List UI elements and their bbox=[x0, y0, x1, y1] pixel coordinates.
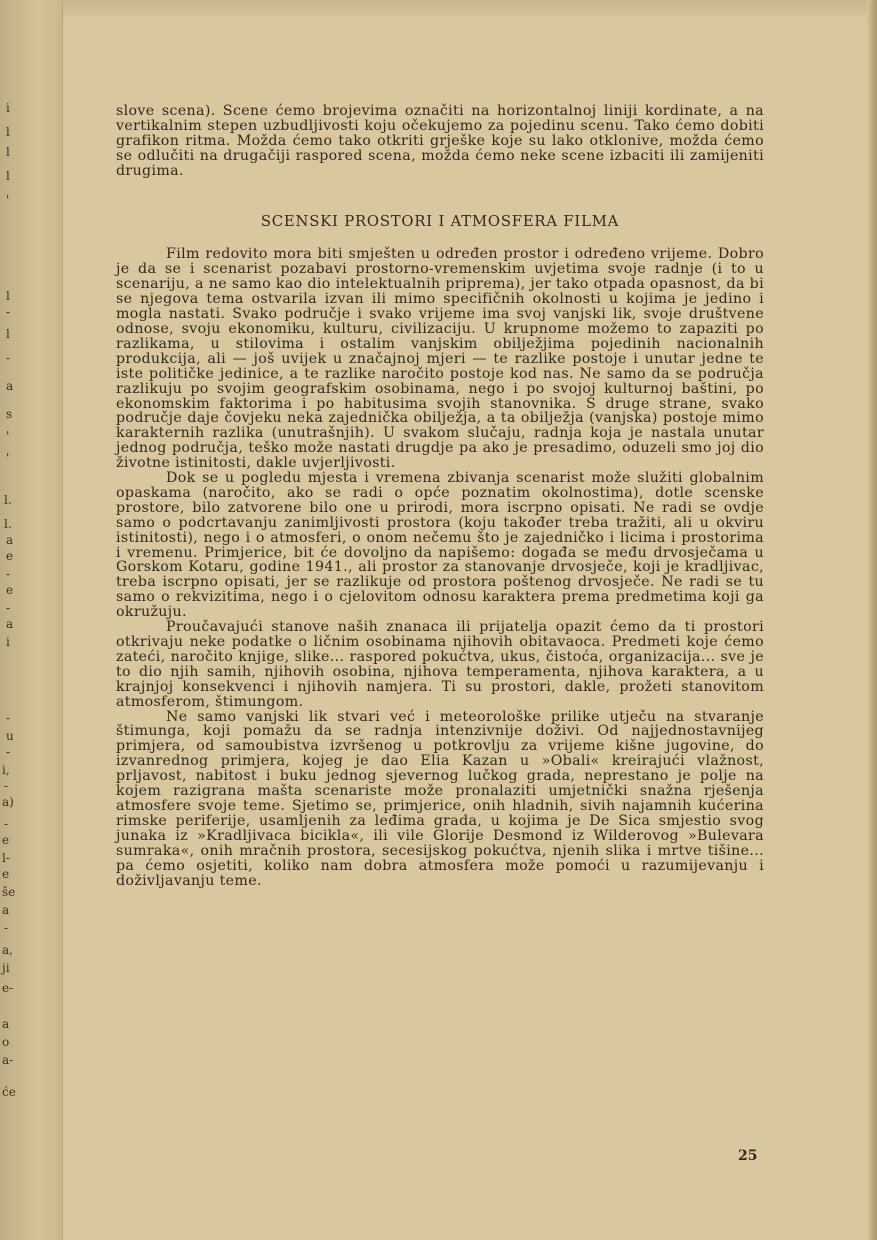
paragraph: Dok se u pogledu mjesta i vremena zbivanja scenarist može služiti globalnim opaskama (naročito, ako se radi o opće poznatim okolnostima), dotle scenske prostore, bilo zatvorene bilo one u prirodi, mora iscrpno opisati. Ne radi se ovdje samo o podcrtavanju zanimljivosti prostora (koju također treba tražiti, ali u okviru istinitosti), nego i o atmosferi, o onom nečemu što je zajedničko i licima i prostorima i vremenu. Primjerice, bit će dovoljno da napišemo: događa se među drvosječama u Gorskom Kotaru, godine 1941., ali prostor za stanovanje drvosječe, koji je kradljivac, treba iscrpno opisati, jer se razlikuje od prostora poštenog drvosječe. Ne radi se tu samo o rekvizitima, nego i o cjelovitom odnosu karaktera prema predmetima koji ga okružuju. bbox=[116, 470, 764, 621]
gutter-mark: l- bbox=[2, 851, 10, 865]
gutter-mark: će bbox=[2, 1085, 16, 1099]
gutter-mark: e- bbox=[2, 981, 14, 995]
gutter-mark: o bbox=[2, 1035, 10, 1049]
gutter-mark: l bbox=[6, 289, 10, 303]
paragraph: Ne samo vanjski lik stvari već i meteorološke prilike utječu na stvaranje štimunga, koji pomažu da se radnja intenzivnije doživi. Od najjednostavnijeg primjera, od samoubistva izvršenog u potkrovlju za vrijeme kišne jugovine, do izvanrednog primjera, kojeg je dao Elia Kazan u »Obali« kreirajući vlažnost, prljavost, nabitost i buku jednog sjevernog lučkog grada, neprestano je polje na kojem razigrana mašta scenariste može pronalaziti umjetnički snažna rješenja atmosfere svoje teme. Sjetimo se, primjerice, onih hladnih, sivih najamnih kućerina rimske periferije, usamljenih za leđima grada, u kojima je De Sica smjestio svog junaka iz »Kradljivaca bicikla«, ili vile Glorije Desmond iz Wilderovog »Bulevara sumraka«, onih mračnih prostora, secesijskog pokućtva, njenih slika i mrtve tišine... pa ćemo osjetiti, koliko nam dobra atmosfera može pomoći u razumijevanju i doživljavanju teme. bbox=[116, 708, 764, 889]
gutter-mark: - bbox=[6, 601, 11, 615]
gutter-mark: i bbox=[6, 635, 10, 649]
gutter-mark: ' bbox=[6, 429, 10, 443]
gutter-mark: ji bbox=[2, 961, 10, 975]
gutter-mark: e bbox=[6, 549, 14, 563]
paragraph: Proučavajući stanove naših znanaca ili prijatelja opazit ćemo da ti prostori otkrivaju neke podatke o ličnim osobinama njihovih obitavaoca. Predmeti koje ćemo zateći, naročito knjige, slike... raspored pokućtva, ukus, čistoća, organizacija... sve je to dio njih samih, njihovih osobina, njihova temperamenta, njihova karaktera, a u krajnjoj konsekvenci i njihovih namjera. Ti su prostori, dakle, prožeti stanovitom atmosferom, štimungom. bbox=[116, 619, 764, 710]
gutter-mark: i, bbox=[2, 763, 10, 777]
gutter-mark: a bbox=[6, 617, 14, 631]
right-page-edge bbox=[867, 0, 877, 1240]
page-number: 25 bbox=[738, 1148, 758, 1164]
gutter-mark: l bbox=[6, 169, 10, 183]
gutter-mark: - bbox=[6, 351, 11, 365]
gutter-mark: a- bbox=[2, 1053, 14, 1067]
gutter-mark: ' bbox=[6, 451, 10, 465]
gutter-mark: e bbox=[2, 833, 10, 847]
gutter-mark: a bbox=[2, 1017, 10, 1031]
gutter-mark: a bbox=[2, 903, 10, 917]
gutter-mark: a) bbox=[2, 795, 14, 809]
gutter-mark: - bbox=[4, 779, 9, 793]
page-top-shadow bbox=[62, 0, 867, 20]
gutter-mark: e bbox=[2, 867, 10, 881]
gutter-mark: a bbox=[6, 379, 14, 393]
gutter-mark: i bbox=[6, 101, 10, 115]
gutter-mark: ' bbox=[6, 193, 10, 207]
gutter-mark: l bbox=[6, 145, 10, 159]
gutter-mark: - bbox=[6, 711, 11, 725]
gutter-mark: u bbox=[6, 729, 14, 743]
gutter-mark: s bbox=[6, 407, 13, 421]
section-heading: SCENSKI PROSTORI I ATMOSFERA FILMA bbox=[260, 212, 620, 230]
paragraph: Film redovito mora biti smješten u određen prostor i određeno vrijeme. Dobro je da se i scenarist pozabavi prostorno-vremenskim uvjetima svoje radnje (i to u scenariju, a ne samo kao dio intelektualnih priprema), jer tako otpada opasnost, da bi se njegova tema ostvarila izvan ili mimo specifičnih okolnosti u kojima je jedino i mogla nastati. Svako područje i svako vrijeme ima svoj vanjski lik, svoje društvene odnose, svoju ekonomiku, kulturu, civilizaciju. U krupnome možemo to zapaziti po razlikama, u stilovima i ostalim vanjskim obilježjima pojedinih nacionalnih produkcija, ali — još uvijek u značajnoj mjeri — te razlike postoje i unutar jedne te iste političke jedinice, a te razlike naročito postoje kod nas. Ne samo da se područja razlikuju po svojim geografskim osobinama, nego i po svojoj kulturnoj baštini, po ekonomskim faktorima i po habitusima svojih stanovnika. S druge strane, svako područje daje čovjeku neka zajednička obilježja, a ta obilježja (vanjska) postoje mimo karakternih razlika (unutrašnjih). U svakom slučaju, radnja koja je nastala unutar jednog područja, teško može nastati drugdje pa ako je presadimo, oduzeli smo joj dio životne istinitosti, dakle uvjerljivosti. bbox=[116, 246, 764, 472]
gutter-mark: e bbox=[6, 583, 14, 597]
page-body bbox=[116, 104, 764, 888]
gutter-mark: l bbox=[6, 327, 10, 341]
gutter-mark: l. bbox=[4, 493, 12, 507]
gutter-mark: - bbox=[6, 567, 11, 581]
gutter-mark: še bbox=[2, 885, 16, 899]
gutter-mark: - bbox=[6, 305, 11, 319]
gutter-mark: a bbox=[6, 533, 14, 547]
paragraph: slove scena). Scene ćemo brojevima označiti na horizontalnoj liniji kordinate, a na vertikalnim stepen uzbudljivosti koju očekujemo za pojedinu scenu. Tako ćemo dobiti grafikon ritma. Možda ćemo tako otkriti grješke koje su lako otklonive, možda ćemo se odlučiti na drugačiji raspored scena, možda ćemo neke scene izbaciti ili zamijeniti drugima. bbox=[116, 103, 764, 179]
gutter-mark: - bbox=[6, 745, 11, 759]
gutter-mark: - bbox=[4, 921, 9, 935]
gutter-mark: - bbox=[4, 817, 9, 831]
gutter-mark: a, bbox=[2, 943, 13, 957]
gutter-mark: l bbox=[6, 125, 10, 139]
gutter-mark: l. bbox=[4, 517, 12, 531]
